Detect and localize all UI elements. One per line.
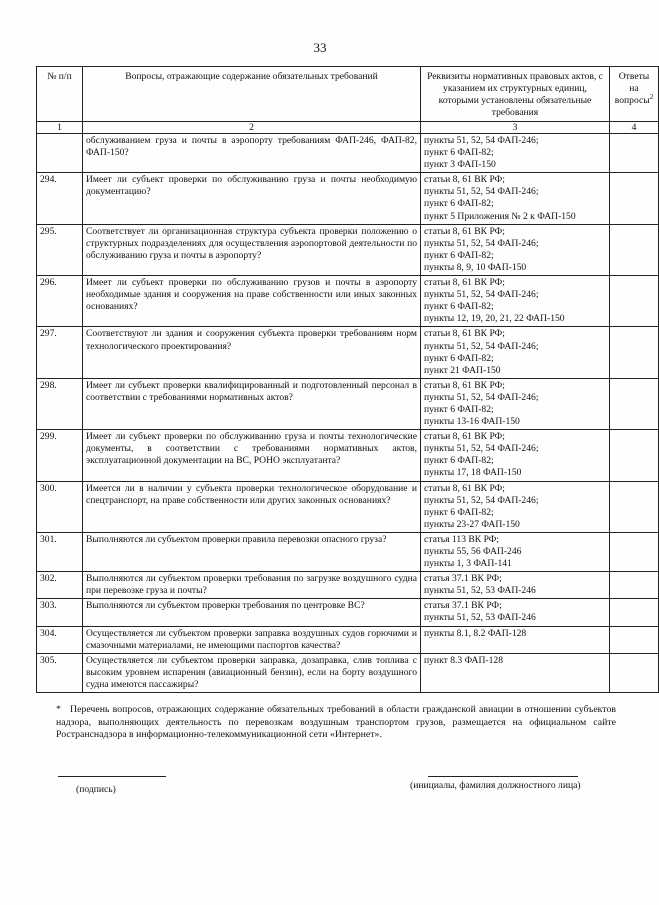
- header-question: Вопросы, отражающие содержание обязательных требований: [83, 67, 421, 122]
- table-row: [37, 276, 659, 327]
- table-row: [37, 626, 659, 653]
- header-acts: Реквизиты нормативных правовых актов, с указанием их структурных единиц, которыми установлены обязательные требования: [421, 67, 610, 122]
- column-number-row: [37, 122, 659, 134]
- table-row: [37, 327, 659, 378]
- legal-act-reference: пункты 17, 18 ФАП-150: [424, 467, 522, 479]
- legal-act-reference: пункт 6 ФАП-82;: [424, 352, 494, 364]
- row-number: 299.: [37, 430, 83, 481]
- legal-acts-cell: [421, 572, 610, 599]
- column-number: 4: [610, 122, 659, 134]
- question-text: Имеет ли субъект проверки квалифицированный и подготовленный персонал в соответствии с требованиями нормативных актов?: [83, 378, 421, 429]
- page-number: 33: [313, 40, 327, 55]
- row-number: 297.: [37, 327, 83, 378]
- legal-acts-cell: [421, 653, 610, 692]
- legal-act-reference: пункты 51, 52, 53 ФАП-246: [424, 585, 536, 597]
- legal-acts-cell: [421, 276, 610, 327]
- legal-act-reference: статьи 8, 61 ВК РФ;: [424, 174, 505, 186]
- signature-line: [58, 776, 166, 777]
- answer-cell: [610, 173, 659, 224]
- row-number: 302.: [37, 572, 83, 599]
- legal-act-reference: статьи 8, 61 ВК РФ;: [424, 431, 505, 443]
- footnote: [56, 704, 616, 742]
- question-text: Соответствуют ли здания и сооружения субъекта проверки требованиям норм технологического проектирования?: [83, 327, 421, 378]
- row-number: 298.: [37, 378, 83, 429]
- legal-act-reference: пункты 51, 52, 54 ФАП-246;: [424, 135, 539, 146]
- legal-acts-cell: [421, 532, 610, 571]
- legal-act-reference: пункты 51, 52, 54 ФАП-246;: [424, 391, 539, 403]
- legal-act-reference: пункты 1, 3 ФАП-141: [424, 558, 512, 570]
- question-text: Имеет ли субъект проверки по обслуживанию груза и почты технологические документы, в соответствии с требованиями нормативных актов, эксплуатационной документации на ВС, РОНО эксплуатанта?: [83, 430, 421, 481]
- legal-act-reference: пункты 12, 19, 20, 21, 22 ФАП-150: [424, 313, 565, 325]
- table-row: [37, 599, 659, 626]
- row-number: 294.: [37, 173, 83, 224]
- legal-acts-cell: [421, 173, 610, 224]
- table-row: [37, 224, 659, 275]
- table-row: [37, 430, 659, 481]
- answer-cell: [610, 224, 659, 275]
- question-text: обслуживанием груза и почты в аэропорту требованиям ФАП-246, ФАП-82, ФАП-150?: [83, 134, 421, 173]
- legal-act-reference: статья 37.1 ВК РФ;: [424, 600, 502, 612]
- row-number: 301.: [37, 532, 83, 571]
- legal-act-reference: пункт 6 ФАП-82;: [424, 455, 494, 467]
- row-number: 295.: [37, 224, 83, 275]
- footnote-text: Перечень вопросов, отражающих содержание обязательных требований в области гражданской авиации в отношении субъектов надзора, выполняющих деятельность по перевозкам воздушным транспортом грузов, размещается на официальном сайте Ространснадзора в информационно-телекоммуникационной сети «Интернет».: [56, 704, 616, 740]
- legal-act-reference: статьи 8, 61 ВК РФ;: [424, 379, 505, 391]
- table-row: [37, 572, 659, 599]
- legal-act-reference: пункты 13-16 ФАП-150: [424, 416, 520, 428]
- footnote-ref: 2: [649, 93, 654, 101]
- requirements-table: [36, 66, 659, 693]
- legal-act-reference: статьи 8, 61 ВК РФ;: [424, 225, 505, 237]
- answer-cell: [610, 378, 659, 429]
- legal-act-reference: статья 37.1 ВК РФ;: [424, 573, 502, 585]
- legal-act-reference: пункт 5 Приложения № 2 к ФАП-150: [424, 210, 576, 222]
- legal-act-reference: пункты 51, 52, 54 ФАП-246;: [424, 443, 539, 455]
- legal-acts-cell: [421, 599, 610, 626]
- question-text: Выполняются ли субъектом проверки требования по центровке ВС?: [83, 599, 421, 626]
- answer-cell: [610, 481, 659, 532]
- answer-cell: [610, 430, 659, 481]
- legal-act-reference: пункты 51, 52, 54 ФАП-246;: [424, 340, 539, 352]
- legal-act-reference: пункты 51, 52, 54 ФАП-246;: [424, 186, 539, 198]
- row-number: [37, 134, 83, 173]
- row-number: 296.: [37, 276, 83, 327]
- question-text: Осуществляется ли субъектом проверки заправка воздушных судов горючими и смазочными материалами, не имеющими паспортов качества?: [83, 626, 421, 653]
- column-number: 3: [421, 122, 610, 134]
- signature-label: (подпись): [76, 784, 116, 795]
- table-body: [37, 134, 659, 693]
- legal-acts-cell: [421, 134, 610, 173]
- legal-act-reference: пункты 51, 52, 54 ФАП-246;: [424, 494, 539, 506]
- question-text: Осуществляется ли субъектом проверки заправка, дозаправка, слив топлива с высоким уровнем испарения (авиационный бензин), если на борту воздушного судна имеются пассажиры?: [83, 653, 421, 692]
- question-text: Выполняются ли субъектом проверки правила перевозки опасного груза?: [83, 532, 421, 571]
- table-row: [37, 481, 659, 532]
- legal-act-reference: статьи 8, 61 ВК РФ;: [424, 277, 505, 289]
- legal-act-reference: пункты 23-27 ФАП-150: [424, 518, 520, 530]
- legal-act-reference: пункт 8.3 ФАП-128: [424, 654, 503, 666]
- legal-act-reference: статья 113 ВК РФ;: [424, 533, 500, 545]
- legal-act-reference: пункт 6 ФАП-82;: [424, 198, 494, 210]
- legal-acts-cell: [421, 327, 610, 378]
- legal-act-reference: пункт 6 ФАП-82;: [424, 403, 494, 415]
- legal-act-reference: статьи 8, 61 ВК РФ;: [424, 328, 505, 340]
- legal-act-reference: пункты 55, 56 ФАП-246: [424, 546, 522, 557]
- question-text: Выполняются ли субъектом проверки требования по загрузке воздушного судна при перевозке груза и почты?: [83, 572, 421, 599]
- question-text: Имеет ли субъект проверки по обслуживанию грузов и почты в аэропорту необходимые здания и сооружения на праве собственности или иных законных основаниях?: [83, 276, 421, 327]
- answer-cell: [610, 532, 659, 571]
- row-number: 304.: [37, 626, 83, 653]
- legal-act-reference: пункты 51, 52, 54 ФАП-246;: [424, 237, 539, 249]
- footnote-mark: *: [56, 704, 61, 715]
- answer-cell: [610, 572, 659, 599]
- table-row: [37, 532, 659, 571]
- legal-act-reference: пункты 51, 52, 53 ФАП-246: [424, 612, 536, 624]
- column-number: 1: [37, 122, 83, 134]
- legal-act-reference: пункты 51, 52, 54 ФАП-246;: [424, 289, 539, 301]
- legal-act-reference: пункт 6 ФАП-82;: [424, 147, 494, 159]
- legal-act-reference: пункты 8.1, 8.2 ФАП-128: [424, 627, 527, 639]
- answer-cell: [610, 327, 659, 378]
- legal-acts-cell: [421, 626, 610, 653]
- answer-cell: [610, 653, 659, 692]
- row-number: 305.: [37, 653, 83, 692]
- legal-act-reference: пункт 3 ФАП-150: [424, 159, 496, 171]
- question-text: Имеет ли субъект проверки по обслуживанию груза и почты необходимую документацию?: [83, 173, 421, 224]
- official-name-label: (инициалы, фамилия должностного лица): [410, 780, 581, 791]
- answer-cell: [610, 626, 659, 653]
- legal-acts-cell: [421, 224, 610, 275]
- answer-cell: [610, 276, 659, 327]
- legal-act-reference: пункт 6 ФАП-82;: [424, 301, 494, 313]
- legal-act-reference: пункт 6 ФАП-82;: [424, 249, 494, 261]
- row-number: 303.: [37, 599, 83, 626]
- answer-cell: [610, 134, 659, 173]
- question-text: Соответствует ли организационная структура субъекта проверки положению о структурных подразделениях для осуществления аэропортовой деятельности по обслуживанию груза и почты в аэропорту?: [83, 224, 421, 275]
- legal-acts-cell: [421, 430, 610, 481]
- legal-act-reference: пункты 8, 9, 10 ФАП-150: [424, 261, 527, 273]
- table-row: [37, 173, 659, 224]
- row-number: 300.: [37, 481, 83, 532]
- legal-act-reference: пункт 6 ФАП-82;: [424, 506, 494, 518]
- table-row: [37, 378, 659, 429]
- legal-act-reference: пункт 21 ФАП-150: [424, 364, 501, 376]
- column-number: 2: [83, 122, 421, 134]
- name-line: [428, 776, 578, 777]
- header-num: № п/п: [37, 67, 83, 122]
- legal-acts-cell: [421, 481, 610, 532]
- legal-act-reference: статьи 8, 61 ВК РФ;: [424, 482, 505, 494]
- answer-cell: [610, 599, 659, 626]
- table-header-row: [37, 67, 659, 122]
- legal-acts-cell: [421, 378, 610, 429]
- question-text: Имеется ли в наличии у субъекта проверки технологическое оборудование и спецтранспорт, на праве собственности или других законных основаниях?: [83, 481, 421, 532]
- table-row: [37, 653, 659, 692]
- header-answers: Ответы на вопросы$^2$: [610, 67, 659, 122]
- table-row: [37, 134, 659, 173]
